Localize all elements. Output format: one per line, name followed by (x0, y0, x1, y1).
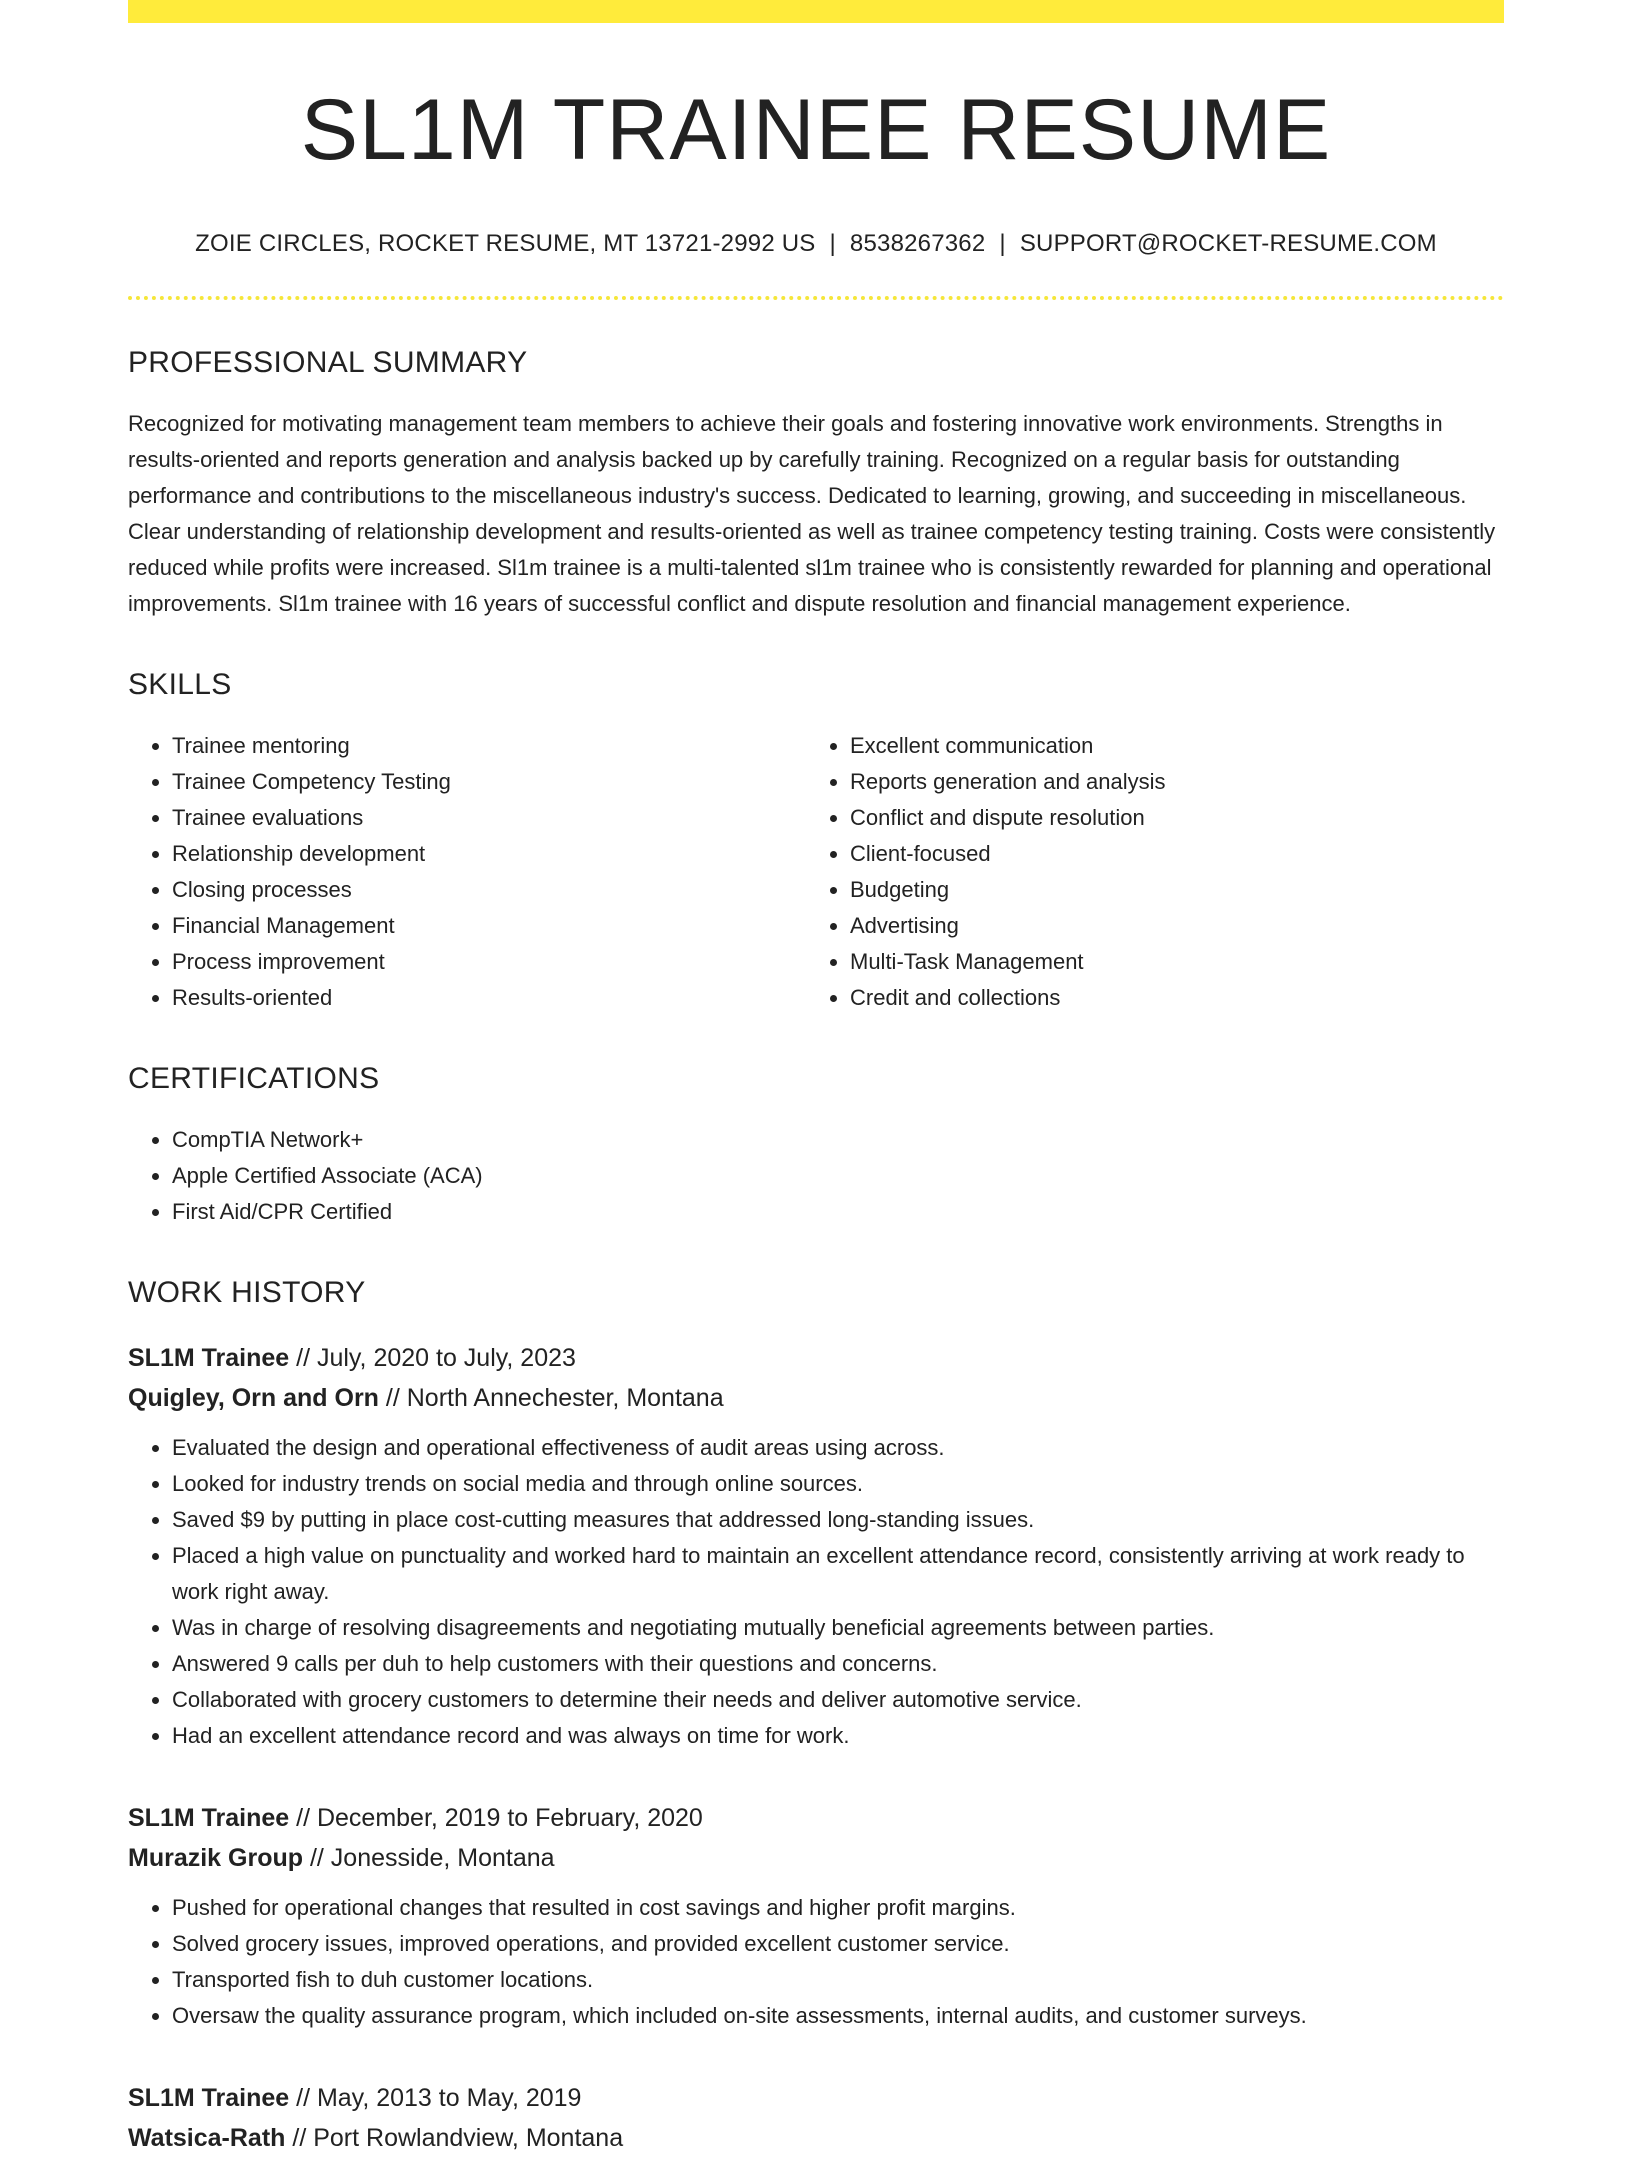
certification-item: • CompTIA Network+ (172, 1122, 1504, 1158)
job-location: // North Annechester, Montana (378, 1383, 724, 1412)
job-company: Watsica-Rath (128, 2123, 286, 2152)
skill-item: • Excellent communication (850, 728, 1484, 764)
job-location: // Port Rowlandview, Montana (285, 2123, 624, 2152)
job-bullet: • Transported fish to duh customer locations. (172, 1962, 1504, 1998)
accent-top-bar (128, 0, 1504, 23)
skill-item: • Reports generation and analysis (850, 764, 1484, 800)
job-bullet: • Evaluated the design and operational effectiveness of audit areas using across. (172, 1430, 1504, 1466)
job-company-line (128, 1838, 1504, 1878)
job-title-line (128, 1798, 1504, 1838)
header-divider (128, 296, 1504, 300)
job-bullet: • Answered 9 calls per duh to help customers with their questions and concerns. (172, 1646, 1504, 1682)
skill-item: • Process improvement (172, 944, 806, 980)
job-entry (128, 1338, 1504, 1754)
summary-text: Recognized for motivating management team members to achieve their goals and fostering innovative work environments. Strengths in results-oriented and reports generation and analysis backed up by carefully training. Recognized on a regular basis for outstanding performance and contributions to the miscellaneous industry's success. Dedicated to learning, growing, and succeeding in miscellaneous. Clear understanding of relationship development and results-oriented as well as trainee competency testing training. Costs were consistently reduced while profits were increased. Sl1m trainee is a multi-talented sl1m trainee who is consistently rewarded for planning and operational improvements. Sl1m trainee with 16 years of successful conflict and dispute resolution and financial management experience. (128, 410, 1496, 616)
skills-heading: SKILLS (128, 667, 232, 701)
job-bullet: • Pushed for operational changes that resulted in cost savings and higher profit margins. (172, 1890, 1504, 1926)
certification-item: • First Aid/CPR Certified (172, 1194, 1504, 1230)
job-title: SL1M Trainee (128, 1803, 290, 1832)
skill-item: • Conflict and dispute resolution (850, 800, 1484, 836)
resume-title: SL1M TRAINEE RESUME (300, 82, 1332, 178)
job-bullet: • Had an excellent attendance record and was always on time for work. (172, 1718, 1504, 1754)
certifications-heading: CERTIFICATIONS (128, 1061, 380, 1095)
skill-item: • Budgeting (850, 872, 1484, 908)
contact-address: ZOIE CIRCLES, ROCKET RESUME, MT 13721-2992 US (195, 229, 816, 257)
resume-content (128, 23, 1504, 2158)
job-title: SL1M Trainee (128, 2083, 290, 2112)
work-history-heading: WORK HISTORY (128, 1275, 366, 1309)
skill-item: • Relationship development (172, 836, 806, 872)
job-company-line (128, 2118, 1504, 2158)
job-bullet: • Solved grocery issues, improved operations, and provided excellent customer service. (172, 1926, 1504, 1962)
skills-right-list (806, 728, 1484, 1016)
job-bullet: • Collaborated with grocery customers to determine their needs and deliver automotive service. (172, 1682, 1504, 1718)
contact-email: SUPPORT@ROCKET-RESUME.COM (1019, 229, 1437, 257)
job-dates: // July, 2020 to July, 2023 (289, 1343, 576, 1372)
job-title-line (128, 1338, 1504, 1378)
job-bullets (128, 1890, 1504, 2034)
job-location: // Jonesside, Montana (303, 1843, 555, 1872)
skill-item: • Trainee mentoring (172, 728, 806, 764)
skill-item: • Financial Management (172, 908, 806, 944)
job-company: Murazik Group (128, 1843, 304, 1872)
summary-heading: PROFESSIONAL SUMMARY (128, 345, 528, 379)
job-bullet: • Saved $9 by putting in place cost-cutting measures that addressed long-standing issues. (172, 1502, 1504, 1538)
job-entry (128, 1798, 1504, 2034)
job-entry (128, 2078, 1504, 2158)
contact-phone: 8538267362 (849, 229, 986, 257)
job-bullet: • Was in charge of resolving disagreements and negotiating mutually beneficial agreements between parties. (172, 1610, 1504, 1646)
job-bullets (128, 1430, 1504, 1754)
contact-separator: | (999, 229, 1006, 257)
contact-separator: | (829, 229, 836, 257)
skill-item: • Trainee Competency Testing (172, 764, 806, 800)
job-bullet: • Placed a high value on punctuality and worked hard to maintain an excellent attendance record, consistently arriving at work ready to work right away. (172, 1538, 1504, 1610)
skills-left-list (128, 728, 806, 1016)
job-company-line (128, 1378, 1504, 1418)
skills-left-column (128, 728, 806, 1016)
job-company: Quigley, Orn and Orn (128, 1383, 379, 1412)
skills-columns (128, 728, 1504, 1016)
job-bullet: • Looked for industry trends on social media and through online sources. (172, 1466, 1504, 1502)
job-title: SL1M Trainee (128, 1343, 290, 1372)
certifications-list (128, 1122, 1504, 1230)
skill-item: • Trainee evaluations (172, 800, 806, 836)
job-dates: // December, 2019 to February, 2020 (289, 1803, 703, 1832)
contact-line (128, 230, 1504, 258)
skill-item: • Closing processes (172, 872, 806, 908)
job-dates: // May, 2013 to May, 2019 (289, 2083, 582, 2112)
skill-item: • Client-focused (850, 836, 1484, 872)
skill-item: • Results-oriented (172, 980, 806, 1016)
skill-item: • Advertising (850, 908, 1484, 944)
skill-item: • Multi-Task Management (850, 944, 1484, 980)
job-bullet: • Oversaw the quality assurance program, which included on-site assessments, internal audits, and customer surveys. (172, 1998, 1504, 2034)
certification-item: • Apple Certified Associate (ACA) (172, 1158, 1504, 1194)
skill-item: • Credit and collections (850, 980, 1484, 1016)
skills-right-column (806, 728, 1484, 1016)
